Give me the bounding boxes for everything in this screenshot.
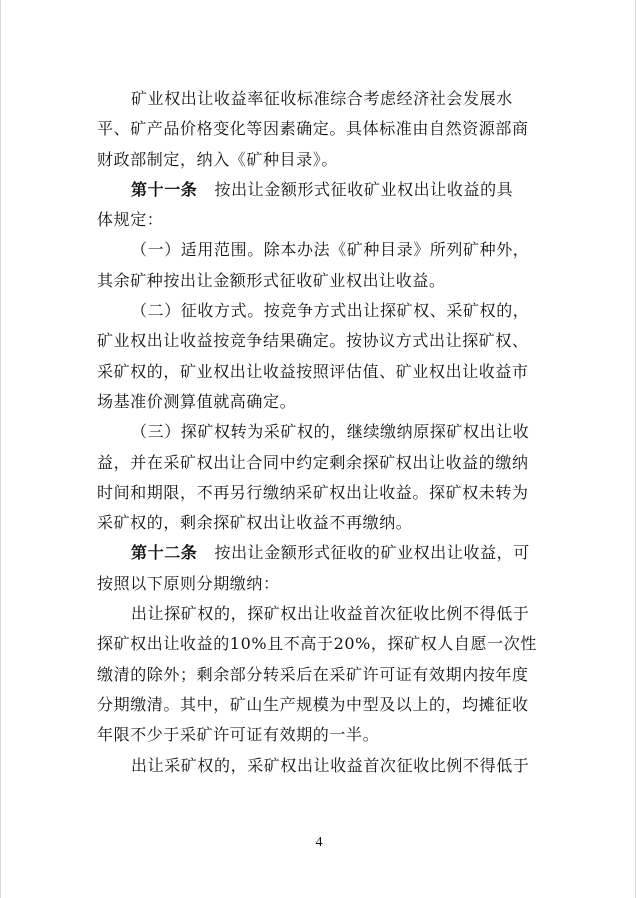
- document-body: [97, 84, 543, 781]
- paragraph-line: （一）适用范围。除本办法《矿种目录》所列矿种外，: [131, 240, 530, 260]
- paragraph-line: 矿业权出让收益按竞争结果确定。按协议方式出让探矿权、: [97, 331, 529, 351]
- paragraph-line: 出让采矿权的，采矿权出让收益首次征收比例不得低于: [131, 755, 530, 775]
- paragraph-line: 平、矿产品价格变化等因素确定。具体标准由自然资源部商: [97, 119, 529, 139]
- paragraph-line: 分期缴清。其中，矿山生产规模为中型及以上的，均摊征收: [97, 694, 529, 714]
- paragraph-line: 年限不少于采矿许可证有效期的一半。: [97, 725, 380, 745]
- paragraph-line: 按照以下原则分期缴纳：: [97, 573, 280, 593]
- article-12-text: 按出让金额形式征收的矿业权出让收益，可: [214, 543, 530, 563]
- paragraph-line: 探矿权出让收益的10%且不高于20%，探矿权人自愿一次性: [97, 634, 537, 654]
- paragraph-line: 矿业权出让收益率征收标准综合考虑经济社会发展水: [131, 89, 513, 108]
- paragraph-line: （三）探矿权转为采矿权的，继续缴纳原探矿权出让收: [131, 422, 530, 442]
- paragraph-line: 时间和期限，不再另行缴纳采矿权出让收益。探矿权未转为: [97, 482, 529, 502]
- paragraph-line: （二）征收方式。按竞争方式出让探矿权、采矿权的，: [131, 301, 530, 321]
- paragraph-line: 采矿权的，矿业权出让收益按照评估值、矿业权出让收益市: [97, 361, 529, 381]
- article-11-line: [97, 175, 543, 205]
- paragraph-line: 财政部制定，纳入《矿种目录》。: [97, 149, 339, 169]
- paragraph-line: 缴清的除外；剩余部分转采后在采矿许可证有效期内按年度: [97, 664, 529, 684]
- page-number: 4: [315, 835, 323, 850]
- paragraph-line: 出让探矿权的，探矿权出让收益首次征收比例不得低于: [131, 604, 530, 624]
- paragraph-line: 场基准价测算值就高确定。: [97, 391, 297, 411]
- article-12-heading: 第十二条: [131, 543, 198, 563]
- paragraph-line: 采矿权的，剩余探矿权出让收益不再缴纳。: [97, 513, 413, 533]
- paragraph-line: 体规定：: [97, 210, 164, 230]
- paragraph-line: 其余矿种按出让金额形式征收矿业权出让收益。: [97, 270, 446, 290]
- article-11-heading: 第十一条: [131, 179, 198, 199]
- paragraph-line: 益，并在采矿权出让合同中约定剩余探矿权出让收益的缴纳: [97, 452, 529, 472]
- article-12-line: [97, 538, 543, 568]
- article-11-text: 按出让金额形式征收矿业权出让收益的具: [214, 179, 514, 199]
